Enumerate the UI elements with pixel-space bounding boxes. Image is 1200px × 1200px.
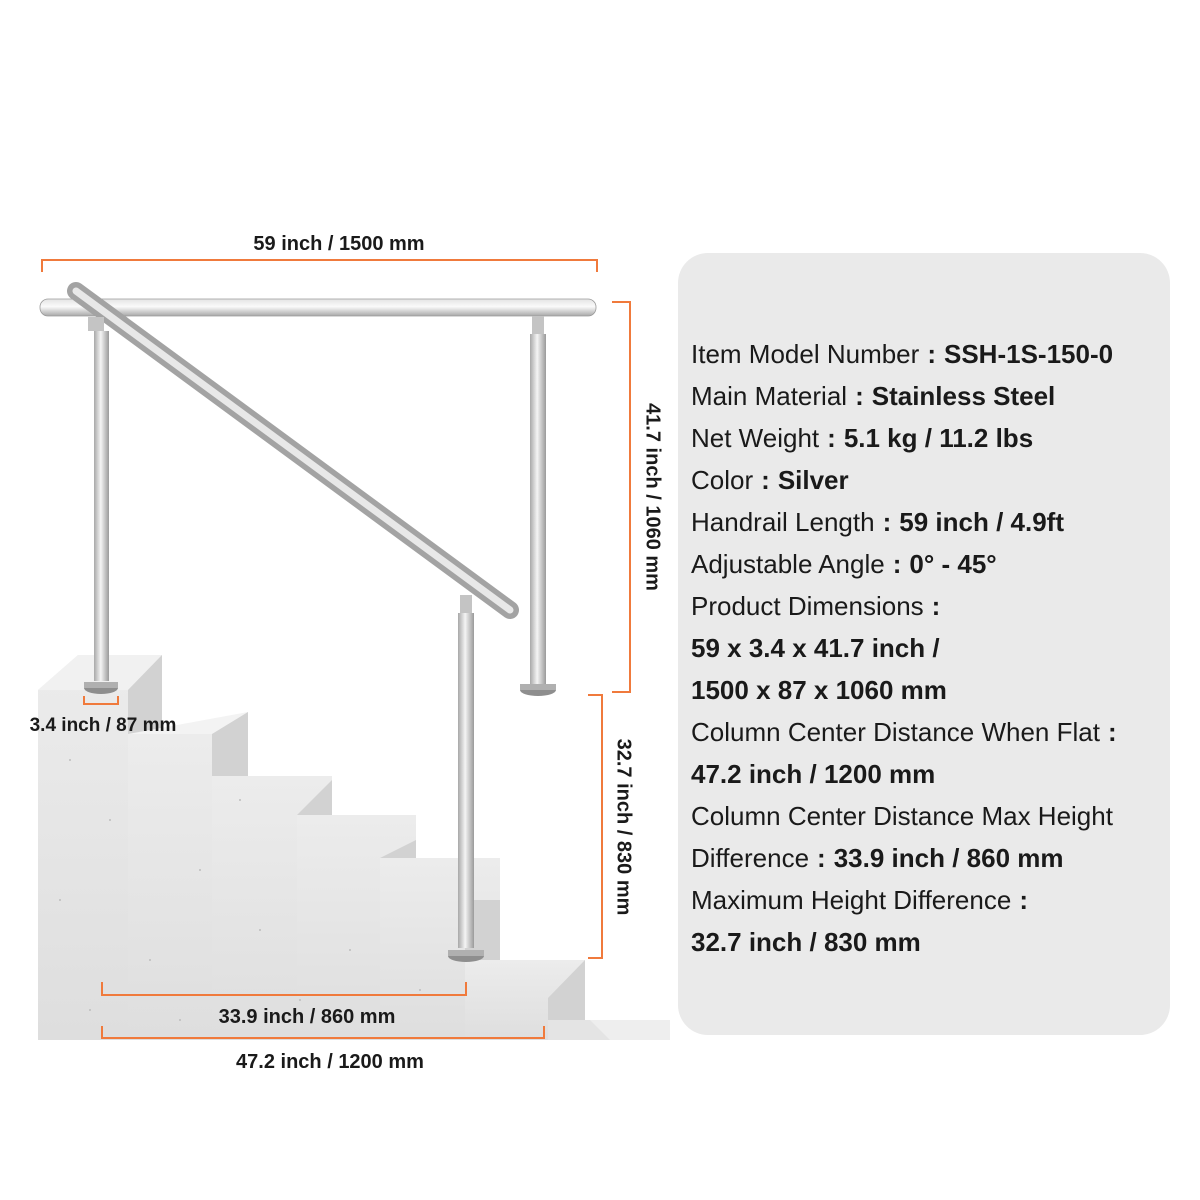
spec-value: 1500 x 87 x 1060 mm — [691, 675, 947, 705]
spec-separator: : — [892, 549, 902, 579]
spec-value: 33.9 inch / 860 mm — [833, 843, 1064, 873]
spec-label: Net Weight — [691, 423, 820, 453]
spec-value: 32.7 inch / 830 mm — [691, 927, 921, 957]
spec-angle — [691, 543, 1170, 585]
spec-separator: : — [855, 381, 864, 411]
spec-value: 0° - 45° — [909, 549, 997, 579]
staircase — [38, 655, 670, 1040]
spec-value: SSH-1S-150-0 — [943, 339, 1114, 369]
spec-length — [691, 501, 1170, 543]
spec-flat-distance — [691, 711, 1170, 753]
spec-model — [691, 333, 1170, 375]
spec-label: Column Center Distance Max Height — [691, 801, 1113, 831]
spec-label: Maximum Height Difference — [691, 885, 1012, 915]
spec-material — [691, 375, 1170, 417]
spec-value: 47.2 inch / 1200 mm — [691, 759, 936, 789]
spec-separator: : — [1107, 717, 1117, 747]
spec-max-distance — [691, 837, 1170, 879]
spec-color — [691, 459, 1170, 501]
spec-separator: : — [827, 423, 836, 453]
spec-value: Silver — [777, 465, 849, 495]
specifications-panel — [678, 253, 1170, 1035]
spec-label: Column Center Distance When Flat — [691, 717, 1100, 747]
spec-separator: : — [817, 843, 826, 873]
spec-dimensions-value-2 — [691, 669, 1170, 711]
base-plate-label: 3.4 inch / 87 mm — [29, 715, 177, 736]
post-right — [520, 316, 556, 696]
spec-value: 59 x 3.4 x 41.7 inch / — [691, 633, 940, 663]
total-height-line — [612, 302, 630, 692]
spec-separator: : — [882, 507, 892, 537]
post-left — [84, 317, 118, 694]
column-flat-distance-label: 47.2 inch / 1200 mm — [236, 1051, 424, 1073]
spec-label: Adjustable Angle — [691, 549, 885, 579]
column-max-height-distance-label: 33.9 inch / 860 mm — [218, 1006, 396, 1028]
top-rail — [40, 299, 596, 316]
spec-label: Product Dimensions — [691, 591, 924, 621]
spec-dimensions-value-1 — [691, 627, 1170, 669]
spec-max-height — [691, 879, 1170, 921]
spec-value: Stainless Steel — [871, 381, 1056, 411]
spec-value: 5.1 kg / 11.2 lbs — [843, 423, 1034, 453]
spec-separator: : — [927, 339, 936, 369]
spec-flat-distance-value — [691, 753, 1170, 795]
spec-label: Handrail Length — [691, 507, 875, 537]
spec-separator: : — [1019, 885, 1028, 915]
spec-label: Color — [691, 465, 754, 495]
spec-label: Item Model Number — [691, 339, 920, 369]
spec-label: Difference — [691, 843, 810, 873]
max-height-difference-label: 32.7 inch / 830 mm — [612, 738, 635, 916]
spec-separator: : — [931, 591, 941, 621]
spec-value: 59 inch / 4.9ft — [899, 507, 1064, 537]
spec-separator: : — [761, 465, 770, 495]
total-height-label: 41.7 inch / 1060 mm — [641, 403, 664, 591]
top-length-label: 59 inch / 1500 mm — [253, 233, 425, 255]
spec-weight — [691, 417, 1170, 459]
spec-max-height-value — [691, 921, 1170, 963]
spec-label: Main Material — [691, 381, 848, 411]
top-length-line — [42, 260, 597, 272]
max-height-diff-line — [588, 695, 602, 958]
spec-dimensions — [691, 585, 1170, 627]
spec-max-distance-label — [691, 795, 1170, 837]
